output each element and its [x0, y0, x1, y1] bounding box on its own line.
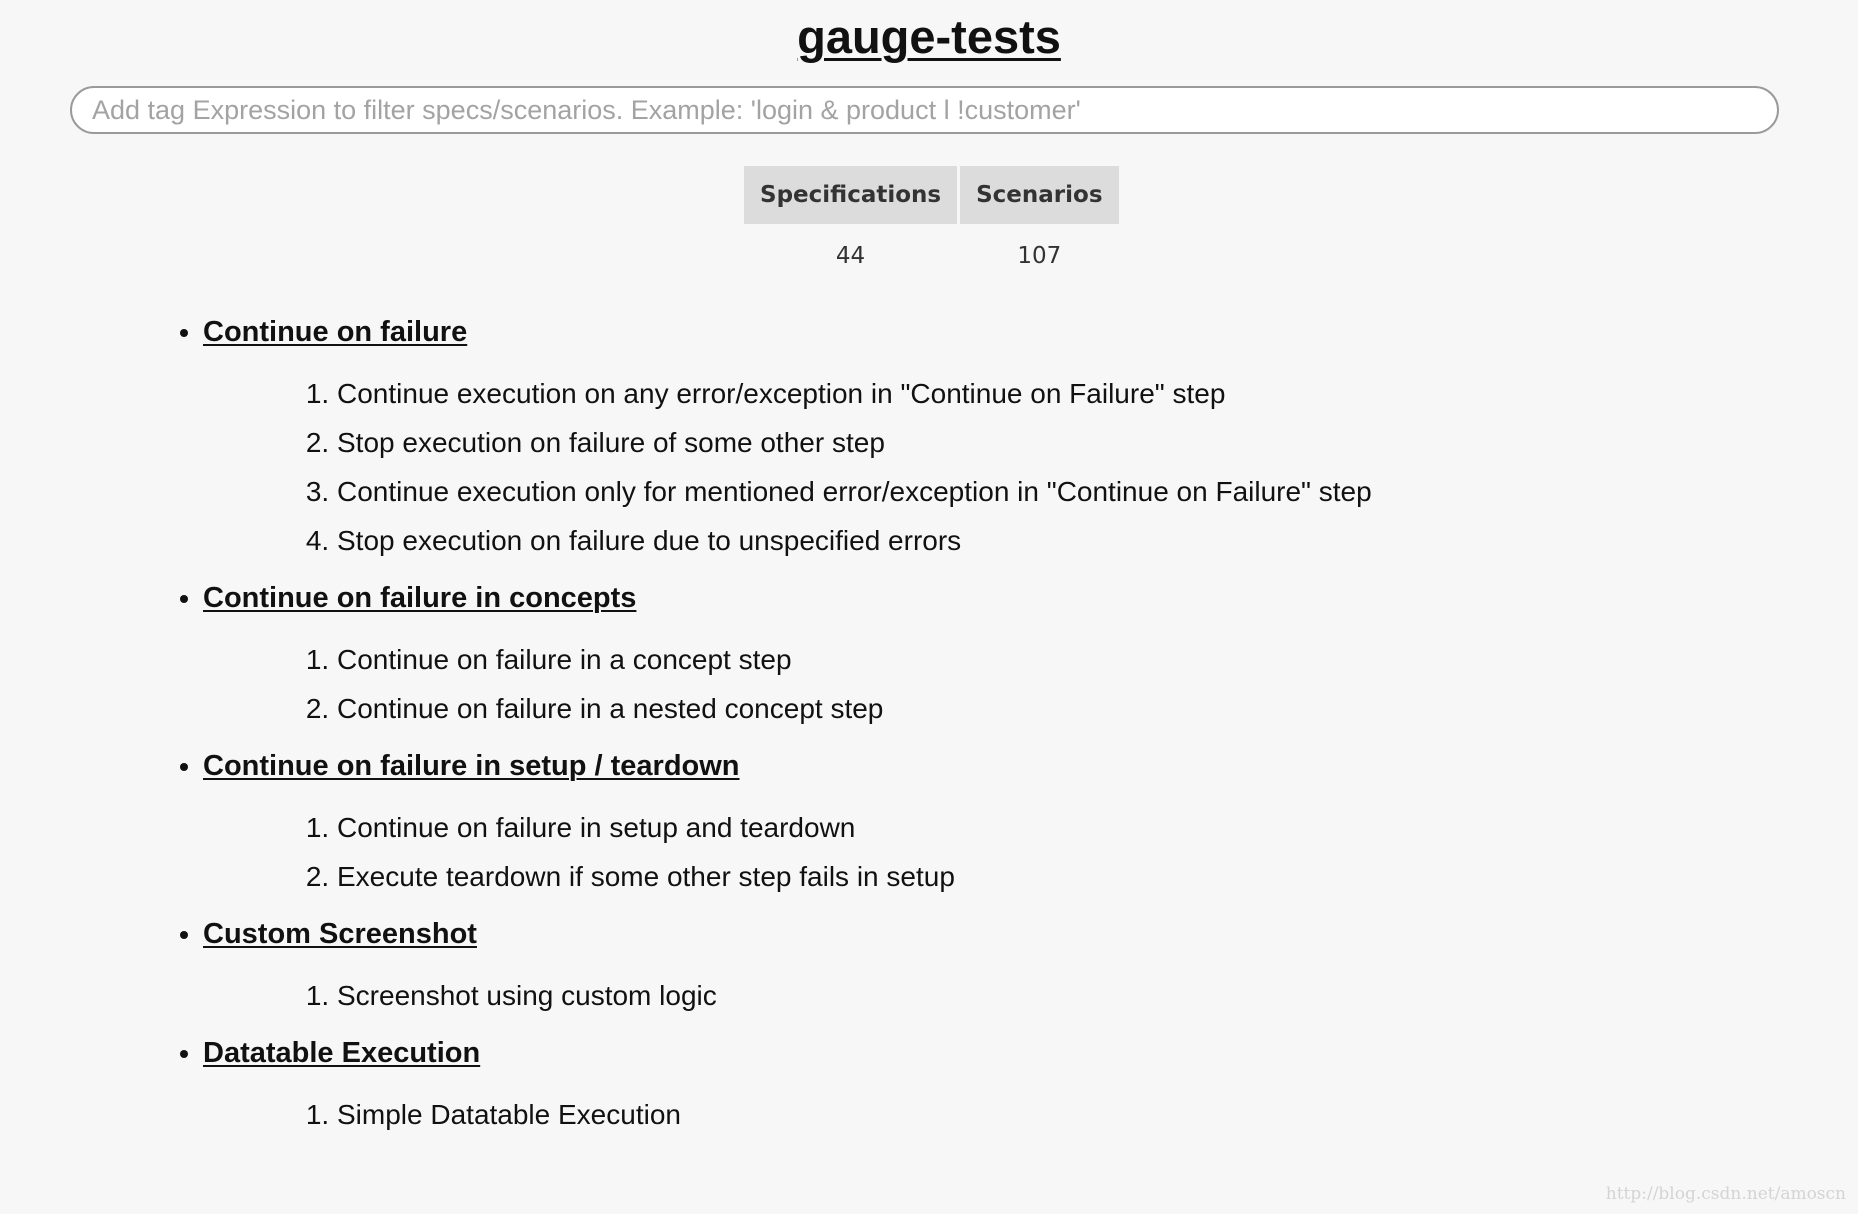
spec-list: [170, 316, 1372, 1156]
scenario-list: [203, 379, 1372, 556]
scenario-item: 3. Continue execution only for mentioned error/exception in "Continue on Failure" step: [337, 477, 1372, 507]
spec-item: [203, 750, 1372, 892]
scenario-item: 1. Continue execution on any error/exception in "Continue on Failure" step: [337, 379, 1372, 409]
scenarios-count: 107: [1017, 243, 1062, 269]
scenario-item: 2. Stop execution on failure of some other step: [337, 428, 1372, 458]
spec-item: [203, 582, 1372, 724]
scenario-item: 2. Execute teardown if some other step fails in setup: [337, 862, 1372, 892]
spec-link[interactable]: Continue on failure in concepts: [203, 582, 637, 614]
scenarios-header: Scenarios: [960, 166, 1118, 224]
spec-link[interactable]: Custom Screenshot: [203, 918, 477, 950]
scenario-item: 4. Stop execution on failure due to unspecified errors: [337, 526, 1372, 556]
spec-link[interactable]: Continue on failure in setup / teardown: [203, 750, 740, 782]
summary-table: [741, 166, 1122, 288]
watermark: http://blog.csdn.net/amoscn: [1605, 1184, 1846, 1204]
spec-link[interactable]: Continue on failure: [203, 316, 468, 348]
spec-item: [203, 1037, 1372, 1130]
specifications-header: Specifications: [744, 166, 957, 224]
spec-link[interactable]: Datatable Execution: [203, 1037, 481, 1069]
spec-item: [203, 918, 1372, 1011]
scenario-item: 1. Simple Datatable Execution: [337, 1100, 1372, 1130]
scenario-item: 1. Screenshot using custom logic: [337, 981, 1372, 1011]
scenario-list: [203, 1100, 1372, 1130]
tag-filter-input[interactable]: [70, 86, 1779, 134]
scenario-item: 2. Continue on failure in a nested concept step: [337, 694, 1372, 724]
scenario-list: [203, 813, 1372, 892]
scenario-item: 1. Continue on failure in a concept step: [337, 645, 1372, 675]
specifications-count: 44: [835, 243, 866, 269]
page-title: gauge-tests: [797, 10, 1061, 63]
scenario-item: 1. Continue on failure in setup and teardown: [337, 813, 1372, 843]
scenario-list: [203, 645, 1372, 724]
scenario-list: [203, 981, 1372, 1011]
spec-item: [203, 316, 1372, 556]
